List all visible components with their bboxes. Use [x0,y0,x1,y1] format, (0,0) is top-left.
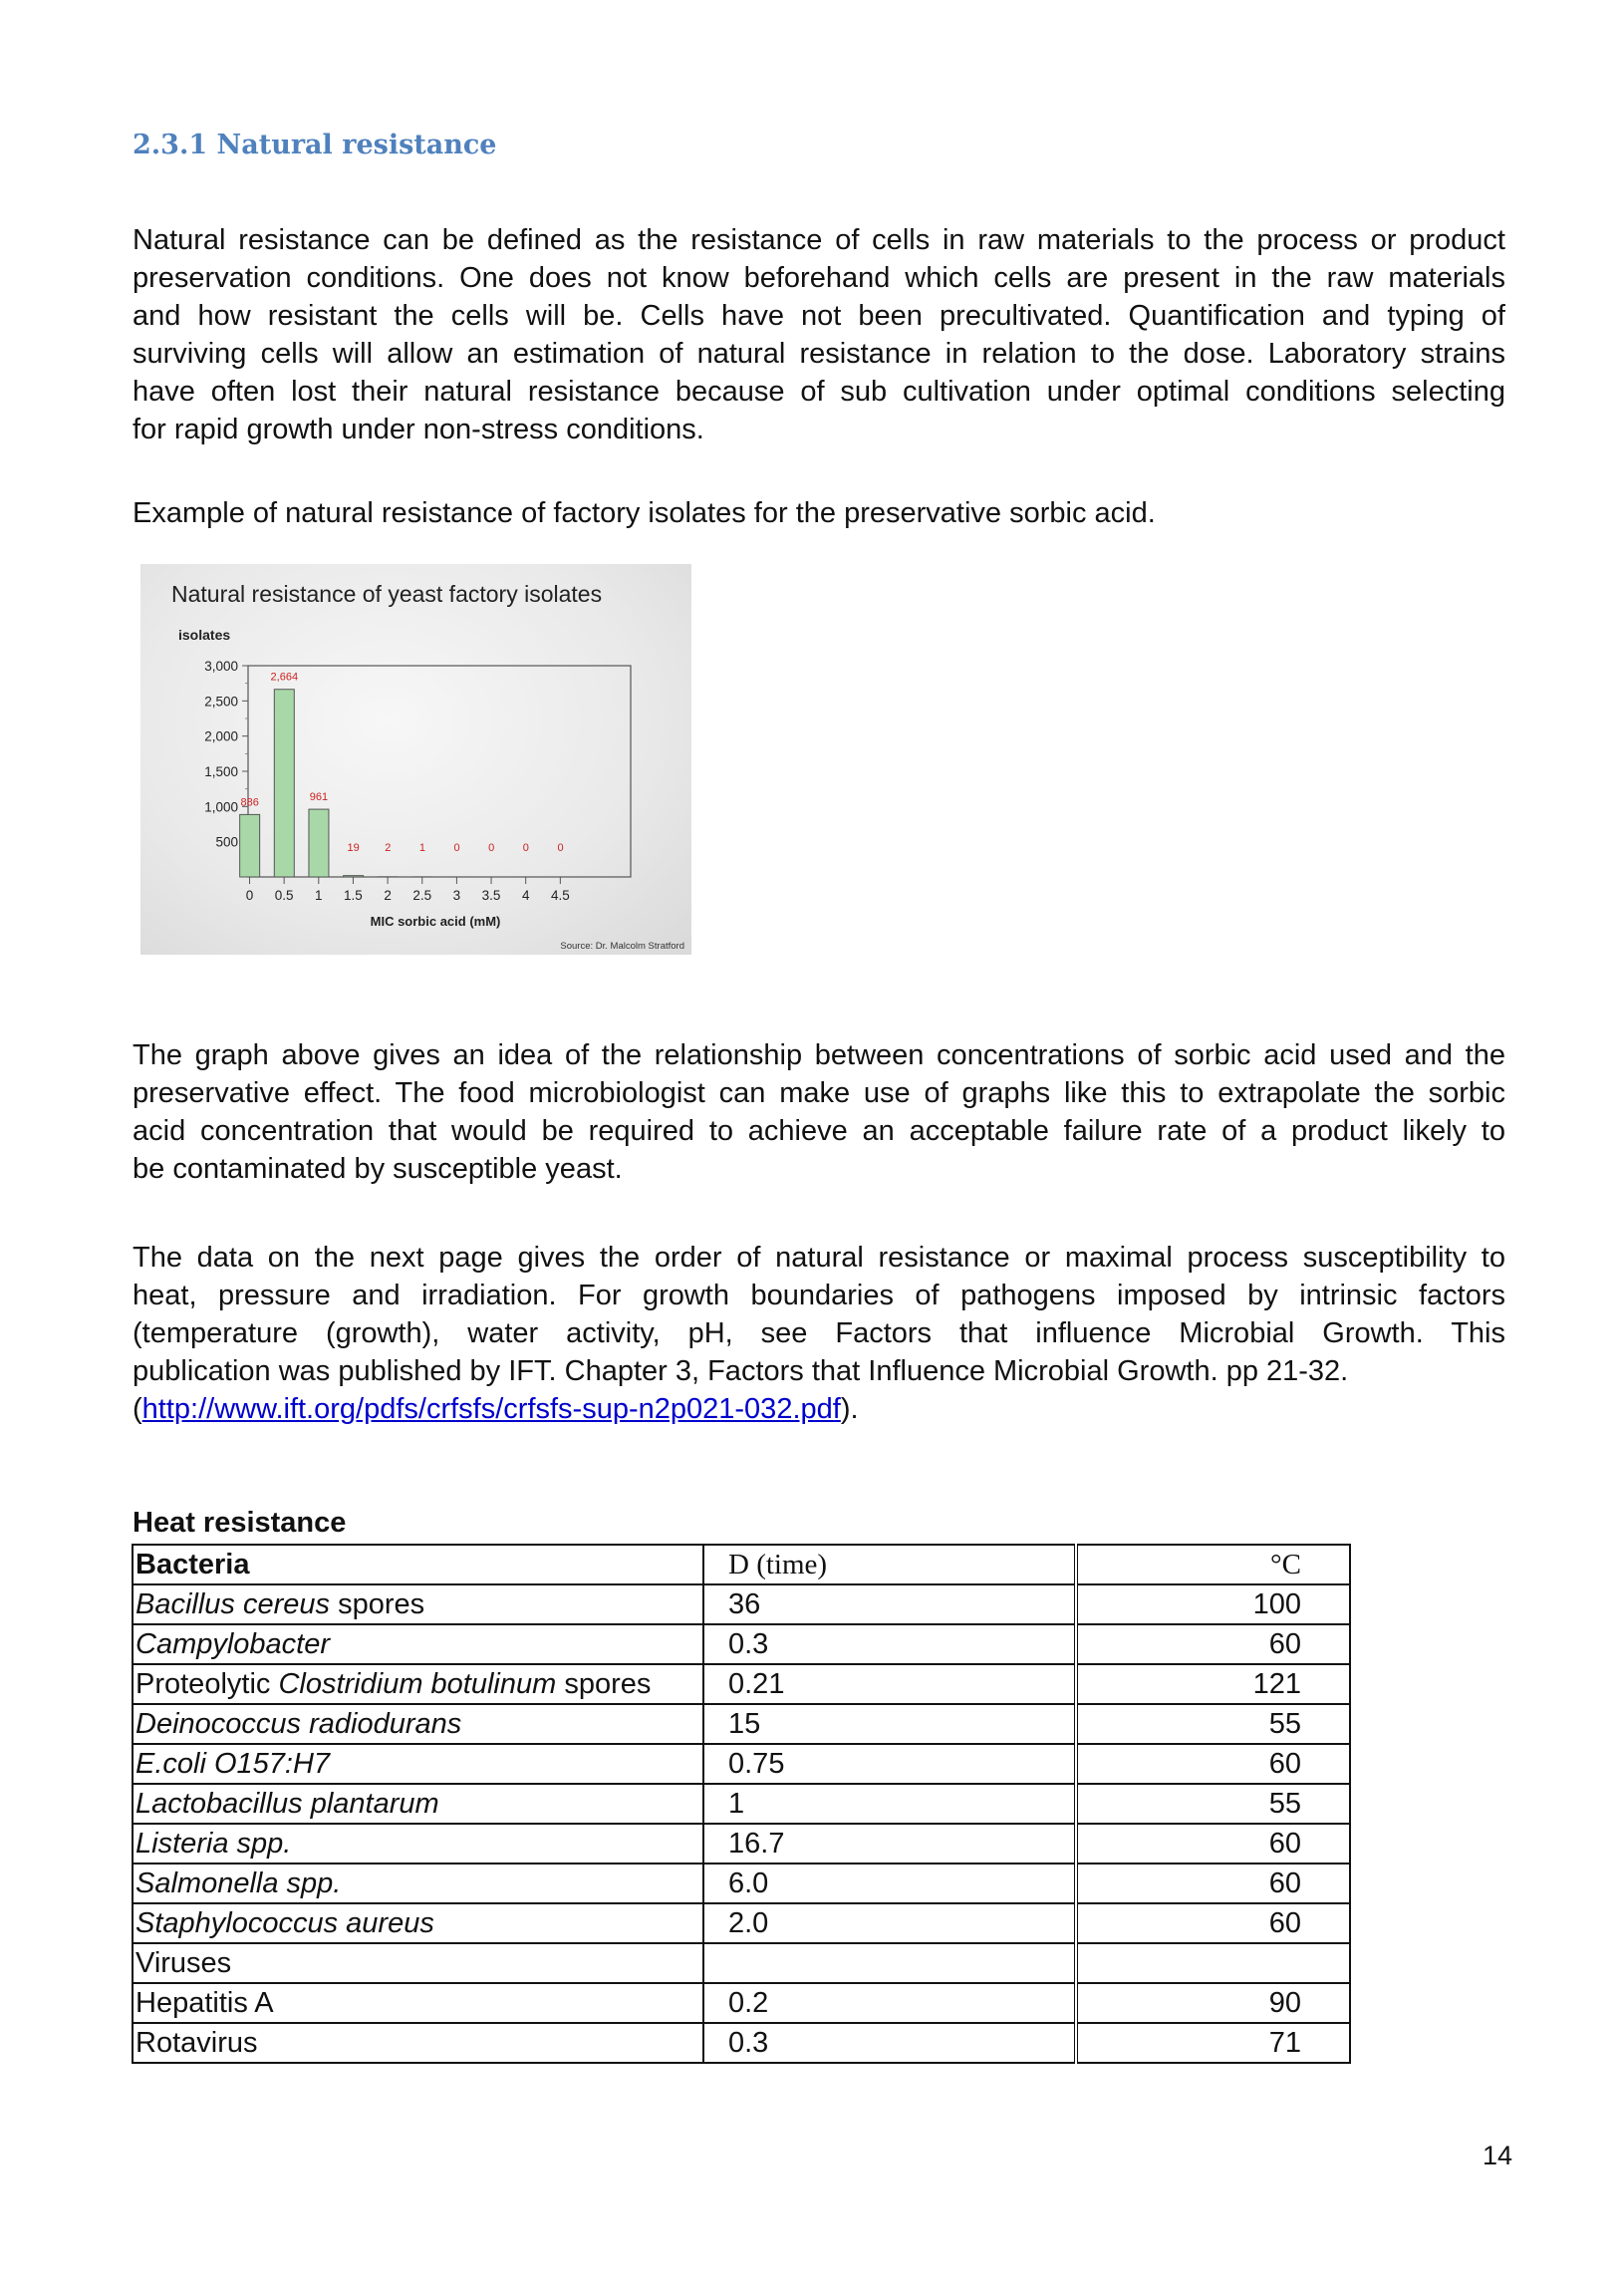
d-time-cell: 0.21 [703,1664,1076,1704]
table-row [133,1824,1350,1864]
chart-title: Natural resistance of yeast factory isolates [171,581,603,607]
text-line: and how resistant the cells will be. Cells have not been precultivated. Quantification and typing of [133,300,1505,332]
text-line [133,1390,1505,1428]
organism-prefix: Proteolytic [135,1668,279,1700]
y-tick-label: 1,500 [204,764,238,779]
bar [240,814,260,877]
x-tick-label: 1 [315,888,323,903]
chart-svg [140,564,691,955]
link-close-paren: ). [840,1393,859,1425]
bar-value-label: 19 [347,842,360,854]
text-line: publication was published by IFT. Chapter 3, Factors that Influence Microbial Growth. pp 21-32. [133,1355,1349,1387]
table-row [133,1784,1350,1824]
y-tick-label: 500 [215,834,238,850]
temperature-cell: 60 [1076,1864,1350,1903]
organism-name: Salmonella spp. [135,1867,342,1899]
d-time-cell: 15 [703,1704,1076,1744]
d-time-cell: 1 [703,1784,1076,1824]
organism-name: Clostridium botulinum [278,1668,557,1700]
bar-value-label: 0 [522,842,529,854]
bar-value-label: 0 [557,842,564,854]
d-time-cell: 0.3 [703,1624,1076,1664]
organism-name: Deinococcus radiodurans [135,1708,462,1740]
link-open-paren: ( [133,1393,142,1425]
organism-prefix: Viruses [135,1947,232,1979]
d-time-cell: 36 [703,1584,1076,1624]
x-tick-label: 1.5 [344,888,363,903]
y-tick-label: 1,000 [204,799,238,815]
d-time-cell: 0.2 [703,1983,1076,2023]
text-line: The graph above gives an idea of the relationship between concentrations of sorbic acid used and the [133,1039,1505,1071]
temperature-cell: 71 [1076,2023,1350,2063]
paragraph-natural-resistance [133,221,1505,448]
organism-cell [133,1903,703,1943]
temperature-cell: 121 [1076,1664,1350,1704]
organism-cell [133,1584,703,1624]
section-heading: 2.3.1 Natural resistance [133,130,497,160]
temperature-cell: 55 [1076,1704,1350,1744]
header-organism: Bacteria [133,1545,703,1584]
organism-name: Staphylococcus aureus [135,1907,434,1939]
table-row [133,1903,1350,1943]
heat-resistance-table [132,1544,1351,2064]
text-line: The data on the next page gives the order of natural resistance or maximal process susceptibility to [133,1242,1505,1274]
chart-ylabel: isolates [178,627,231,643]
table-row [133,1744,1350,1784]
paragraph-next-page-data [133,1239,1505,1428]
table-row [133,1664,1350,1704]
organism-suffix: spores [330,1588,425,1620]
temperature-cell: 60 [1076,1824,1350,1864]
y-tick-label: 2,000 [204,728,238,744]
temperature-cell [1076,1943,1350,1983]
yeast-resistance-chart [140,564,691,955]
x-tick-label: 3.5 [481,888,501,903]
chart-source: Source: Dr. Malcolm Stratford [560,941,684,952]
text-line: preservation conditions. One does not know beforehand which cells are present in the raw materials [133,262,1505,294]
bar [274,690,294,877]
temperature-cell: 60 [1076,1903,1350,1943]
chart-xlabel: MIC sorbic acid (mM) [370,914,501,929]
text-line: have often lost their natural resistance because of sub cultivation under optimal conditions selecting [133,376,1505,408]
organism-name: Lactobacillus plantarum [135,1788,439,1820]
bar-value-label: 1 [418,842,425,854]
table-row [133,1983,1350,2023]
organism-cell [133,1943,703,1983]
x-tick-label: 2.5 [412,888,432,903]
organism-cell [133,2023,703,2063]
bar [344,876,364,877]
table-row [133,2023,1350,2063]
paragraph-graph-explanation [133,1036,1505,1188]
d-time-cell [703,1943,1076,1983]
plot-frame [248,666,631,877]
d-time-cell: 16.7 [703,1824,1076,1864]
organism-cell [133,1624,703,1664]
organism-prefix: Rotavirus [135,2027,258,2059]
bar-value-label: 2 [385,842,392,854]
text-line: (temperature (growth), water activity, pH, see Factors that influence Microbial Growth. This [133,1317,1505,1349]
bar [309,809,329,877]
organism-suffix: spores [556,1668,652,1700]
d-time-cell: 2.0 [703,1903,1076,1943]
bar-value-label: 2,664 [270,671,299,684]
y-tick-label: 2,500 [204,694,238,710]
text-line: heat, pressure and irradiation. For growth boundaries of pathogens imposed by intrinsic factors [133,1280,1505,1311]
temperature-cell: 90 [1076,1983,1350,2023]
organism-cell [133,1824,703,1864]
bar-value-label: 961 [309,791,329,804]
d-time-cell: 6.0 [703,1864,1076,1903]
text-line: Natural resistance can be defined as the resistance of cells in raw materials to the process or product [133,224,1505,256]
organism-cell [133,1784,703,1824]
paragraph-example: Example of natural resistance of factory isolates for the preservative sorbic acid. [133,497,1156,529]
text-line: acid concentration that would be required to achieve an acceptable failure rate of a product likely to [133,1115,1505,1147]
text-line: preservative effect. The food microbiologist can make use of graphs like this to extrapolate the sorbic [133,1077,1505,1109]
temperature-cell: 55 [1076,1784,1350,1824]
text-line: surviving cells will allow an estimation of natural resistance in relation to the dose. Laboratory strains [133,338,1505,370]
organism-prefix: Hepatitis A [135,1987,274,2019]
x-axis [246,877,570,903]
organism-name: Listeria spp. [135,1828,292,1860]
x-tick-label: 4.5 [550,888,570,903]
table-row [133,1624,1350,1664]
table-header-row [133,1545,1350,1584]
organism-cell [133,1864,703,1903]
d-time-cell: 0.75 [703,1744,1076,1784]
heat-resistance-title: Heat resistance [133,1507,347,1539]
organism-cell [133,1704,703,1744]
text-line: be contaminated by susceptible yeast. [133,1153,623,1185]
organism-cell [133,1664,703,1704]
x-tick-label: 0 [245,888,254,903]
organism-name: E.coli O157:H7 [135,1748,331,1780]
organism-name: Bacillus cereus [135,1588,331,1620]
temperature-cell: 60 [1076,1624,1350,1664]
x-tick-label: 2 [384,888,392,903]
ift-pdf-link[interactable]: http://www.ift.org/pdfs/crfsfs/crfsfs-sup-n2p021-032.pdf [141,1393,841,1425]
x-tick-label: 0.5 [274,888,294,903]
table-row [133,1864,1350,1903]
organism-cell [133,1744,703,1784]
table-row [133,1704,1350,1744]
table-row [133,1943,1350,1983]
bars [240,672,564,877]
temperature-cell: 60 [1076,1744,1350,1784]
text-line: for rapid growth under non-stress conditions. [133,414,704,445]
x-tick-label: 4 [521,888,530,903]
page-number: 14 [1483,2141,1513,2170]
bar-value-label: 0 [488,842,495,854]
bar-value-label: 0 [453,842,460,854]
header-temp: °C [1076,1545,1350,1584]
bar-value-label: 886 [240,796,259,809]
organism-cell [133,1983,703,2023]
d-time-cell: 0.3 [703,2023,1076,2063]
table-row [133,1584,1350,1624]
y-tick-label: 3,000 [204,659,238,674]
x-tick-label: 3 [452,888,461,903]
temperature-cell: 100 [1076,1584,1350,1624]
organism-name: Campylobacter [135,1628,331,1660]
header-d-time: D (time) [703,1545,1076,1584]
